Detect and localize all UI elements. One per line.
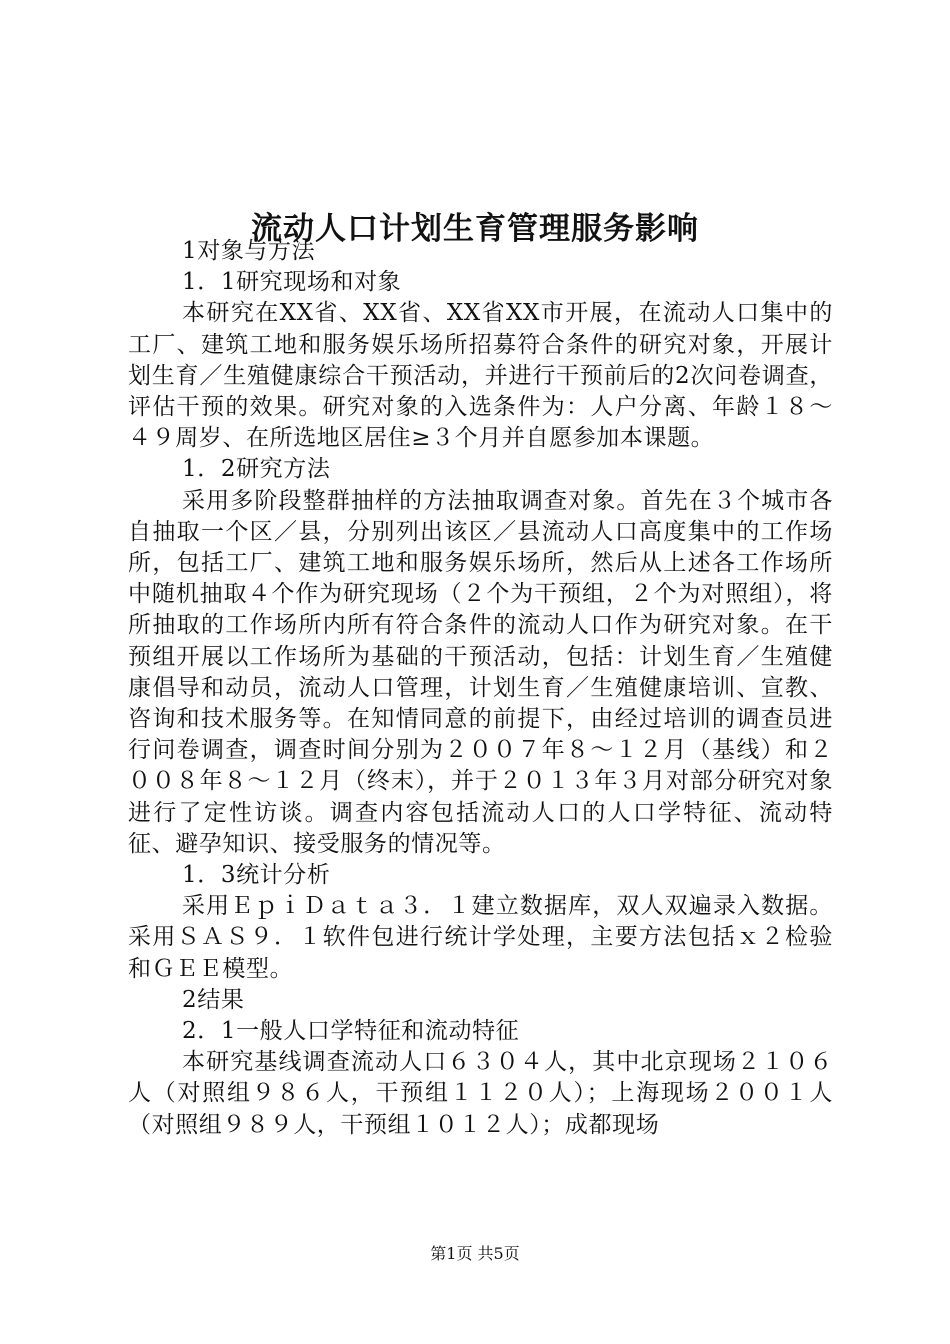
subsection-heading-1-3: 1．3统计分析 xyxy=(182,862,331,889)
subsection-heading-1-2: 1．2研究方法 xyxy=(182,456,331,483)
page-number-footer: 第1页 共5页 xyxy=(430,1244,520,1263)
paragraph-methods: 采用多阶段整群抽样的方法抽取调查对象。首先在３个城市各自抽取一个区／县，分别列出该区／县流动人口高度集中的工作场所，包括工厂、建筑工地和服务娱乐场所，然后从上述各工作场所中随机抽取４个作为研究现场（２个为干预组，２个为对照组），将所抽取的工作场所内所有符合条件的流动人口作为研究对象。在干预组开展以工作场所为基础的干预活动，包括：计划生育／生殖健康倡导和动员，流动人口管理，计划生育／生殖健康培训、宣教、咨询和技术服务等。在知情同意的前提下，由经过培训的调查员进行问卷调查，调查时间分别为２００７年８～１２月（基线）和２００８年８～１２月（终末），并于２０１３年３月对部分研究对象进行了定性访谈。调查内容包括流动人口的人口学特征、流动特征、避孕知识、接受服务的情况等。 xyxy=(128,487,833,857)
paragraph-statistics: 采用ＥｐｉＤａｔａ３．１建立数据库，双人双遍录入数据。采用ＳＡＳ９．１软件包进行统计学处理，主要方法包括ｘ２检验和ＧＥＥ模型。 xyxy=(128,893,833,982)
subsection-heading-1-1: 1．1研究现场和对象 xyxy=(182,269,402,296)
document-body xyxy=(128,236,833,1141)
document-title: 流动人口计划生育管理服务影响 xyxy=(251,210,699,247)
section-heading-1: 1对象与方法 xyxy=(182,238,316,264)
section-heading-2: 2结果 xyxy=(182,986,245,1013)
paragraph-results: 本研究基线调查流动人口６３０４人，其中北京现场２１０６人（对照组９８６人，干预组１１２０人）；上海现场２００１人（对照组９８９人，干预组１０１２人）；成都现场 xyxy=(128,1049,833,1138)
paragraph-study-site: 本研究在XX省、XX省、XX省XX市开展，在流动人口集中的工厂、建筑工地和服务娱乐场所招募符合条件的研究对象，开展计划生育／生殖健康综合干预活动，并进行干预前后的2次问卷调查，评估干预的效果。研究对象的入选条件为：人户分离、年龄１８～４９周岁、在所选地区居住≥３个月并自愿参加本课题。 xyxy=(128,300,833,452)
subsection-heading-2-1: 2．1一般人口学特征和流动特征 xyxy=(182,1018,520,1045)
